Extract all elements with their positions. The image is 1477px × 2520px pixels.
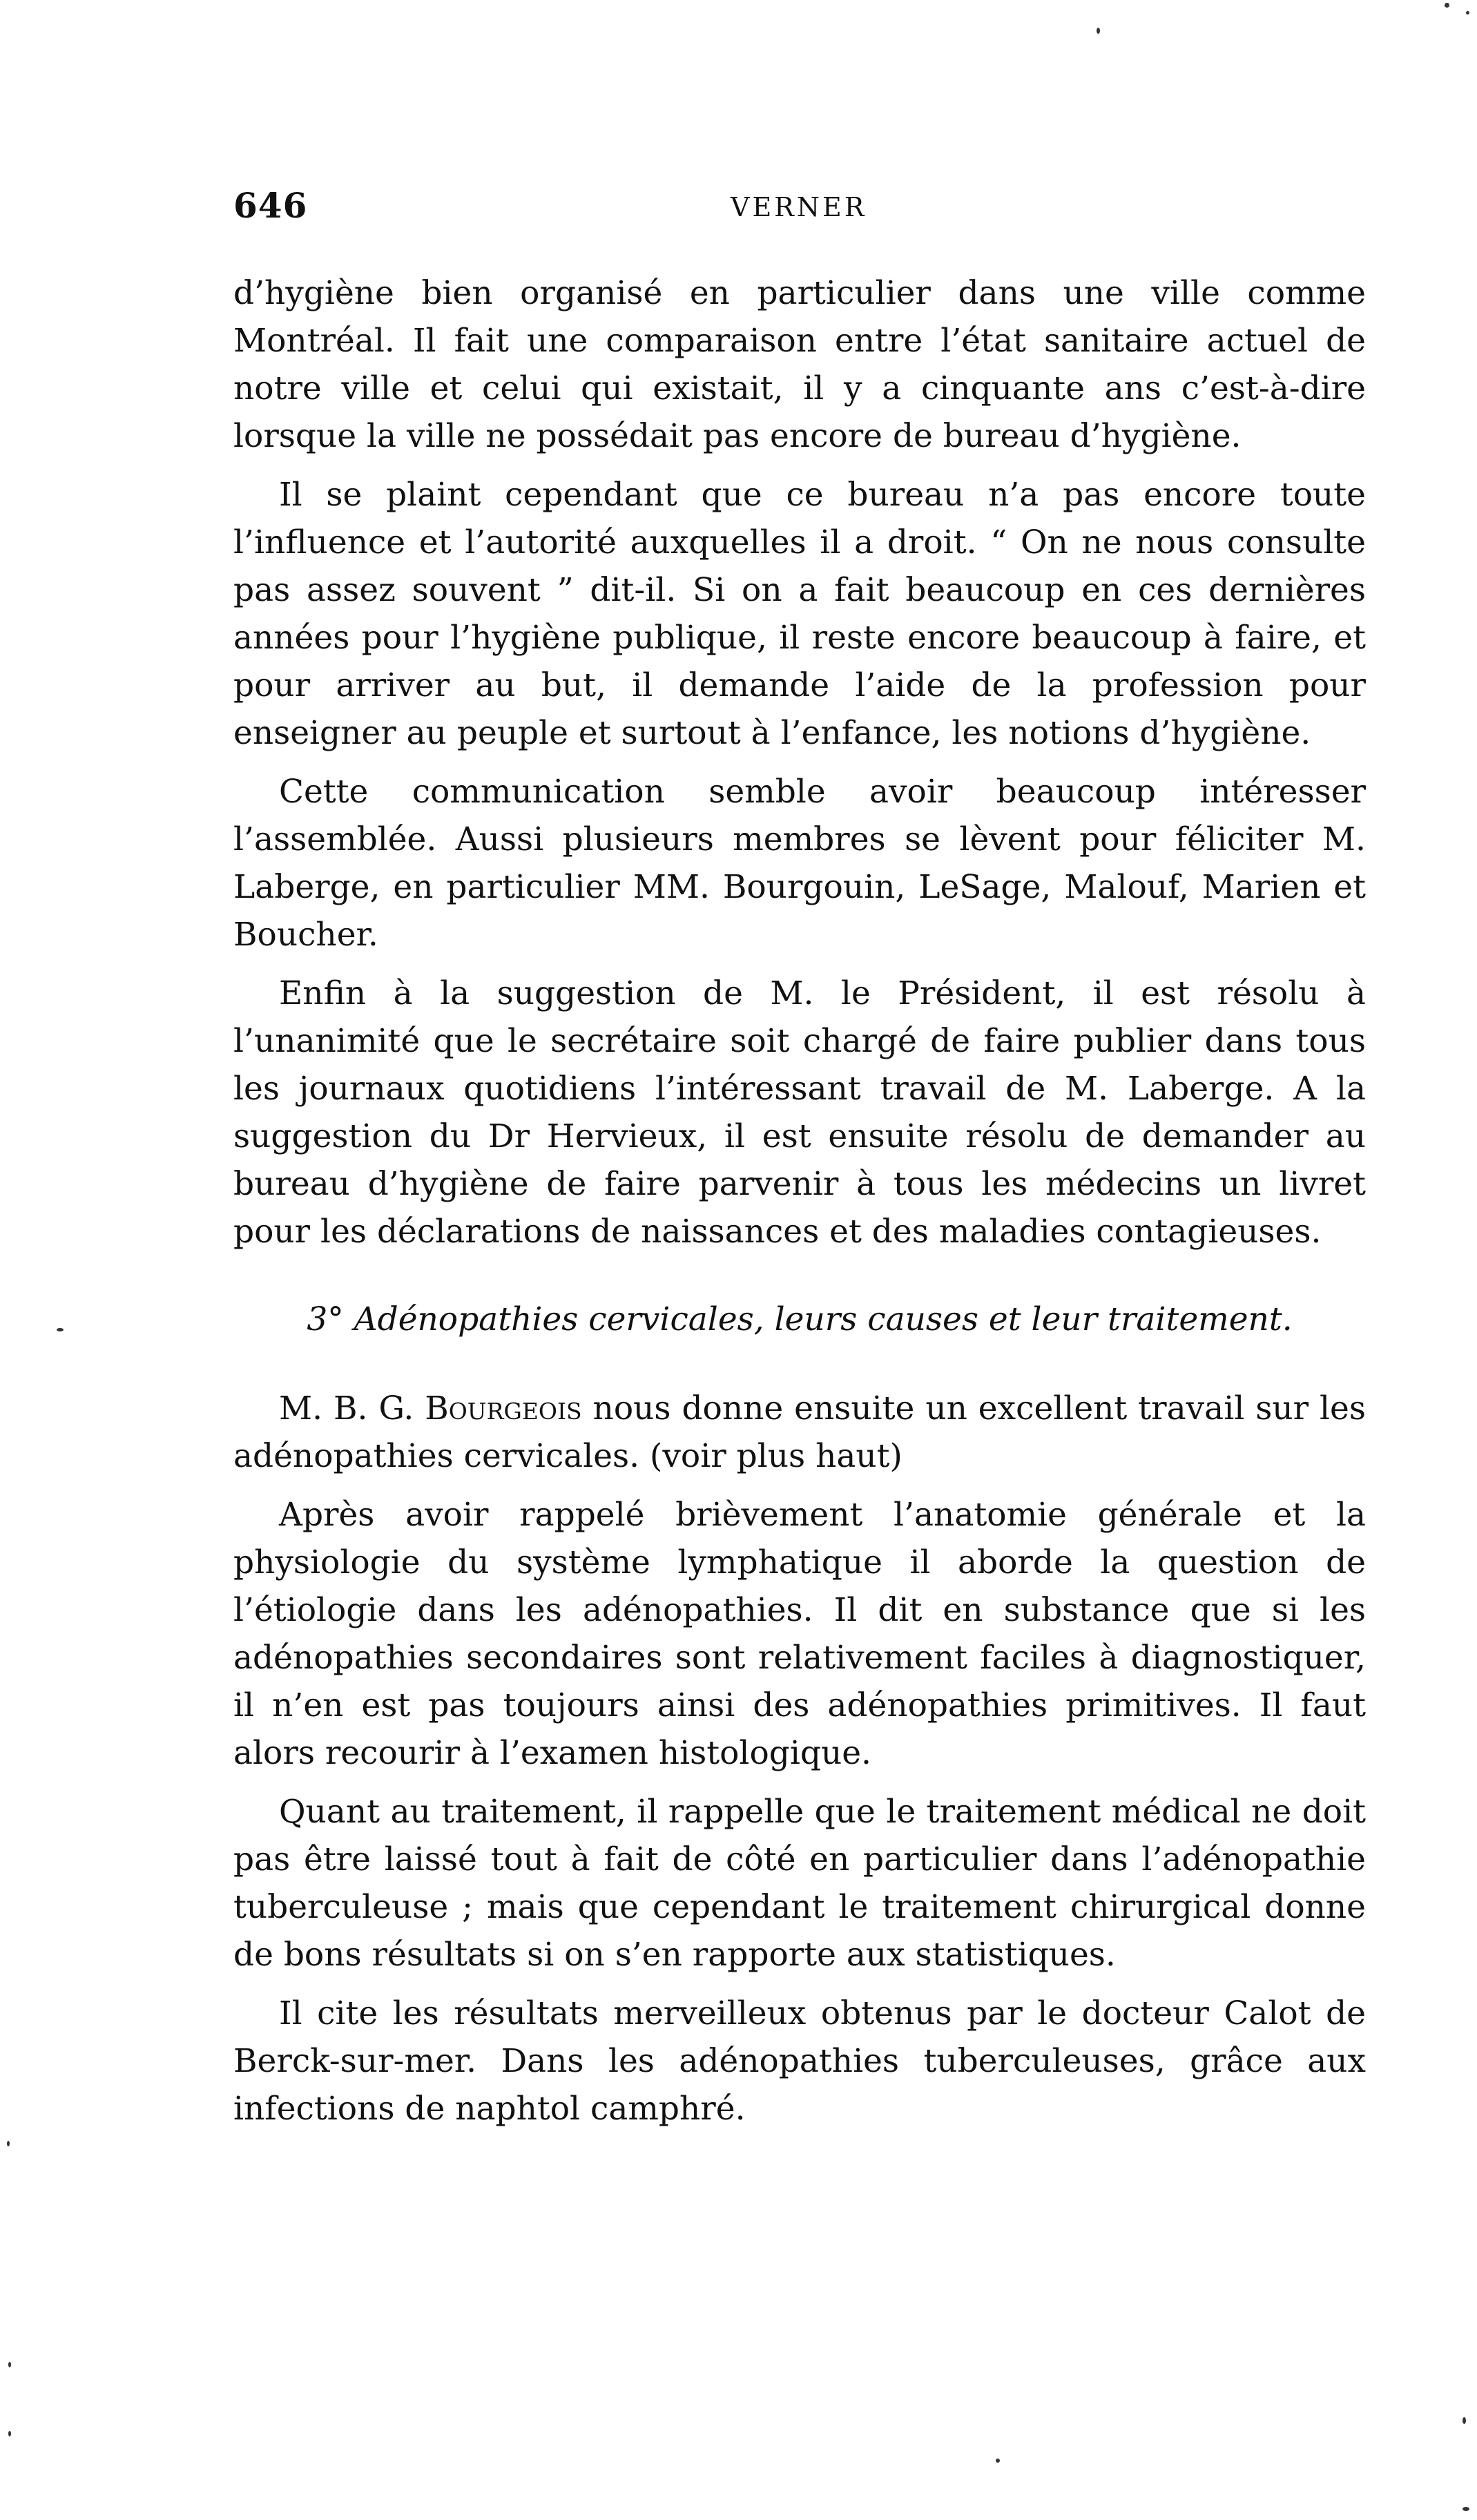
paragraph: Après avoir rappelé brièvement l’anatomie générale et la physiologie du système lymphatique il aborde la question de l’étiologie dans les adénopathies. Il dit en substance que si les adénopathies secondaires sont relativement faciles à diagnostiquer, il n’en est pas toujours ainsi des adénopathies primitives. Il faut alors recourir à l’examen histologique. [233,1496,1366,1772]
paragraph-continuation: d’hygiène bien organisé en particulier dans une ville comme Montréal. Il fait une comparaison entre l’état sanitaire actuel de notre ville et celui qui existait, il y a cinquante ans c’est-à-dire lorsque la ville ne possédait pas encore de bureau d’hygiène. [233,274,1366,455]
scan-speck [1462,2507,1469,2511]
page-header [233,185,1366,233]
paragraph-author [233,1385,1366,1480]
paragraph: Cette communication semble avoir beaucoup intéresser l’assemblée. Aussi plusieurs membres se lèvent pour féliciter M. Laberge, en particulier MM. Bourgouin, LeSage, Malouf, Marien et Boucher. [233,773,1366,954]
section-heading: 3° Adénopathies cervicales, leurs causes et leur traitement. [307,1300,1293,1338]
scan-speck [996,2459,1000,2463]
author-name: M. B. G. Bourgeois [279,1389,582,1427]
scan-speck [1462,2417,1466,2424]
scan-speck [57,1328,64,1331]
scan-speck [7,2141,10,2146]
page-number: 646 [233,185,308,226]
paragraph: Il cite les résultats merveilleux obtenus par le docteur Calot de Berck-sur-mer. Dans les adénopathies tuberculeuses, grâce aux infections de naphtol camphré. [233,1994,1366,2128]
paragraph: Enfin à la suggestion de M. le Président, il est résolu à l’unanimité que le secrétaire soit chargé de faire publier dans tous les journaux quotidiens l’intéressant travail de M. Laberge. A la suggestion du Dr Hervieux, il est ensuite résolu de demander au bureau d’hygiène de faire parvenir à tous les médecins un livret pour les déclarations de naissances et des maladies contagieuses. [233,974,1366,1251]
author-line-text: nous donne ensuite un excellent travail sur les adénopathies cervicales. (voir plus haut) [233,1389,1366,1475]
scan-speck [8,2362,11,2367]
scan-speck [1097,28,1100,34]
paragraph: Il se plaint cependant que ce bureau n’a pas encore toute l’influence et l’autorité auxquelles il a droit. “ On ne nous consulte pas assez souvent ” dit-il. Si on a fait beaucoup en ces dernières années pour l’hygiène publique, il reste encore beaucoup à faire, et pour arriver au but, il demande l’aide de la profession pour enseigner au peuple et surtout à l’enfance, les notions d’hygiène. [233,476,1366,752]
body-text [233,269,1366,2144]
paragraph: Quant au traitement, il rappelle que le traitement médical ne doit pas être laissé tout à fait de côté en particulier dans l’adénopathie tuberculeuse ; mais que cependant le traitement chirurgical donne de bons résultats si on s’en rapporte aux statistiques. [233,1793,1366,1974]
scan-speck [1466,11,1469,15]
running-title: VERNER [731,192,867,222]
scan-speck [8,2431,11,2436]
scan-speck [1445,3,1449,8]
